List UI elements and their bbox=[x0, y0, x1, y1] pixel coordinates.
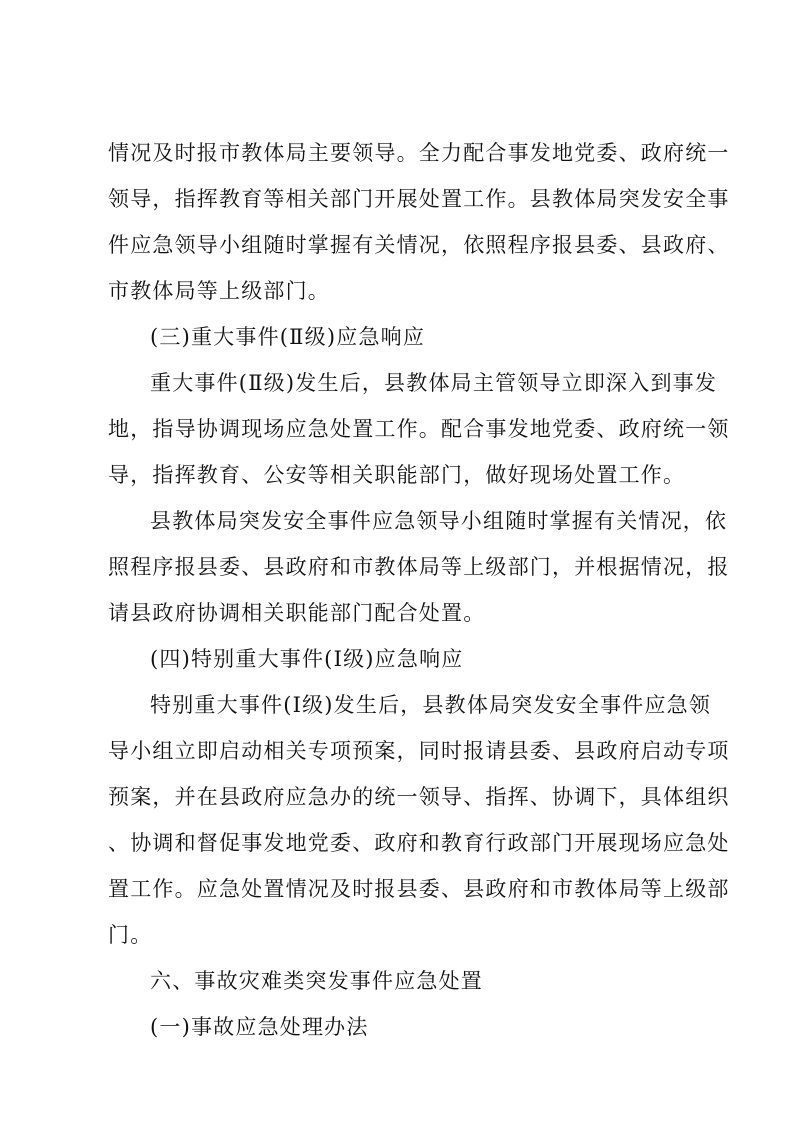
paragraph-line: 件应急领导小组随时掌握有关情况，依照程序报县委、县政府、 bbox=[108, 233, 730, 257]
paragraph-line: 请县政府协调相关职能部门配合处置。 bbox=[108, 601, 486, 625]
paragraph-line: 导，指挥教育、公安等相关职能部门，做好现场处置工作。 bbox=[108, 463, 686, 487]
paragraph-line: 照程序报县委、县政府和市教体局等上级部门，并根据情况，报 bbox=[108, 555, 730, 579]
paragraph-line: 县教体局突发安全事件应急领导小组随时掌握有关情况，依 bbox=[150, 509, 728, 533]
paragraph-line: 地，指导协调现场应急处置工作。配合事发地党委、政府统一领 bbox=[108, 417, 730, 441]
section-heading: (一)事故应急处理办法 bbox=[150, 1015, 369, 1039]
paragraph-line: 重大事件(Ⅱ级)发生后，县教体局主管领导立即深入到事发 bbox=[150, 371, 718, 395]
paragraph-line: 门。 bbox=[108, 923, 153, 947]
section-heading: (三)重大事件(Ⅱ级)应急响应 bbox=[150, 325, 426, 349]
section-heading: (四)特别重大事件(Ⅰ级)应急响应 bbox=[150, 647, 464, 671]
paragraph-line: 特别重大事件(Ⅰ级)发生后，县教体局突发安全事件应急领 bbox=[150, 693, 712, 717]
chapter-heading: 六、事故灾难类突发事件应急处置 bbox=[150, 969, 483, 993]
paragraph-line: 预案，并在县政府应急办的统一领导、指挥、协调下，具体组织 bbox=[108, 785, 730, 809]
paragraph-line: 市教体局等上级部门。 bbox=[108, 279, 330, 303]
paragraph-line: 、协调和督促事发地党委、政府和教育行政部门开展现场应急处 bbox=[108, 831, 730, 855]
paragraph-line: 置工作。应急处置情况及时报县委、县政府和市教体局等上级部 bbox=[108, 877, 730, 901]
paragraph-line: 情况及时报市教体局主要领导。全力配合事发地党委、政府统一 bbox=[108, 141, 730, 165]
paragraph-line: 导小组立即启动相关专项预案，同时报请县委、县政府启动专项 bbox=[108, 739, 730, 763]
paragraph-line: 领导，指挥教育等相关部门开展处置工作。县教体局突发安全事 bbox=[108, 187, 730, 211]
